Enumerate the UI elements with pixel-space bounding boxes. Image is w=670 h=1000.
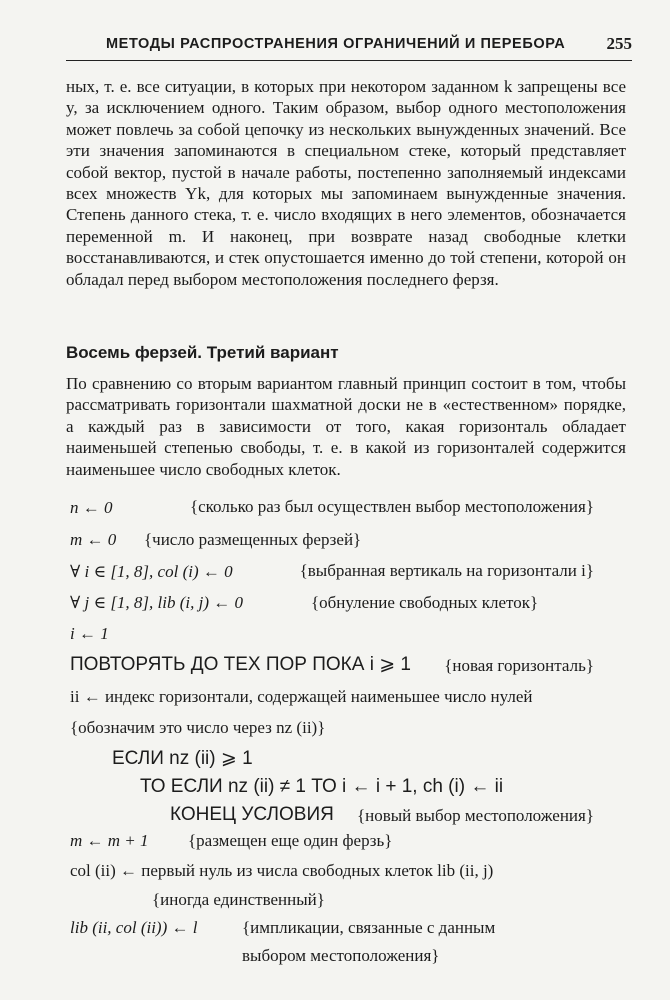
algo-line-i-init: i ← 1 [70, 624, 109, 643]
algo-line-if: ЕСЛИ nz (ii) ⩾ 1 [112, 748, 253, 769]
algo-line-ii: ii ← индекс горизонтали, содержащей наименьшее число нулей [70, 687, 533, 706]
algorithm-block [36, 0, 632, 1000]
algo-line-endif: КОНЕЦ УСЛОВИЯ [170, 804, 334, 825]
algo-line-repeat: ПОВТОРЯТЬ ДО ТЕХ ПОР ПОКА i ⩾ 1 [70, 654, 411, 675]
algo-line-lib-init: ∀ j ∈ [1, 8], lib (i, j) ← 0 [70, 593, 244, 612]
algo-comment-n: {сколько раз был осуществлен выбор местоположения} [189, 497, 594, 516]
algo-line-col-note: {иногда единственный} [152, 890, 325, 909]
algo-line-m-init: m ← 0 [70, 530, 117, 549]
algo-line-lib-set: lib (ii, col (ii)) ← l [70, 918, 198, 937]
algo-comment-lib-set-cont: выбором местоположения} [242, 946, 440, 965]
algo-comment-lib: {обнуление свободных клеток} [311, 593, 539, 612]
algo-line-then-if: ТО ЕСЛИ nz (ii) ≠ 1 ТО i ← i + 1, ch (i) ← ii [140, 776, 504, 797]
algo-line-m-inc: m ← m + 1 [70, 831, 149, 850]
running-title: МЕТОДЫ РАСПРОСТРАНЕНИЯ ОГРАНИЧЕНИЙ И ПЕРЕБОРА [106, 36, 566, 52]
algo-comment-repeat: {новая горизонталь} [444, 656, 594, 675]
paragraph-continued: ных, т. е. все ситуации, в которых при некотором заданном k запрещены все y, за исключением одного. Таким образом, выбор одного местоположения может повлечь за собой цепочку из нескольких вынужденных значений. Все эти значения запоминаются в специальном стеке, который представляет собой вектор, пустой в начале работы, постепенно заполняемый индексами всех множеств Yk, для которых мы запоминаем вынужденные значения. Степень данного стека, т. е. число входящих в него элементов, обозначается переменной m. И наконец, при возврате назад свободные клетки восстанавливаются, и стек опустошается именно до той степени, которой он обладал перед выбором местоположения последнего ферзя. [66, 77, 626, 289]
algo-comment-lib-set: {импликации, связанные с данным [242, 918, 496, 937]
algo-line-col-set: col (ii) ← первый нуль из числа свободных клеток lib (ii, j) [70, 861, 494, 880]
algo-line-nz-note: {обозначим это число через nz (ii)} [70, 718, 326, 737]
algo-comment-m-inc: {размещен еще один ферзь} [188, 831, 393, 850]
algo-comment-m: {число размещенных ферзей} [144, 530, 362, 549]
algo-comment-col: {выбранная вертикаль на горизонтали i} [299, 561, 594, 580]
algo-line-n-init: n ← 0 [70, 498, 113, 517]
page-number: 255 [606, 34, 632, 53]
algo-comment-endif: {новый выбор местоположения} [356, 806, 594, 825]
paragraph-intro: По сравнению со вторым вариантом главный принцип состоит в том, чтобы рассматривать горизонтали шахматной доски не в «естественном» порядке, а каждый раз в зависимости от того, какая горизонталь обладает наименьшей степенью свободы, т. е. в какой из горизонталей содержится наименьшее число свободных клеток. [66, 374, 626, 479]
algo-line-col-init: ∀ i ∈ [1, 8], col (i) ← 0 [70, 562, 233, 581]
section-title: Восемь ферзей. Третий вариант [66, 343, 339, 362]
